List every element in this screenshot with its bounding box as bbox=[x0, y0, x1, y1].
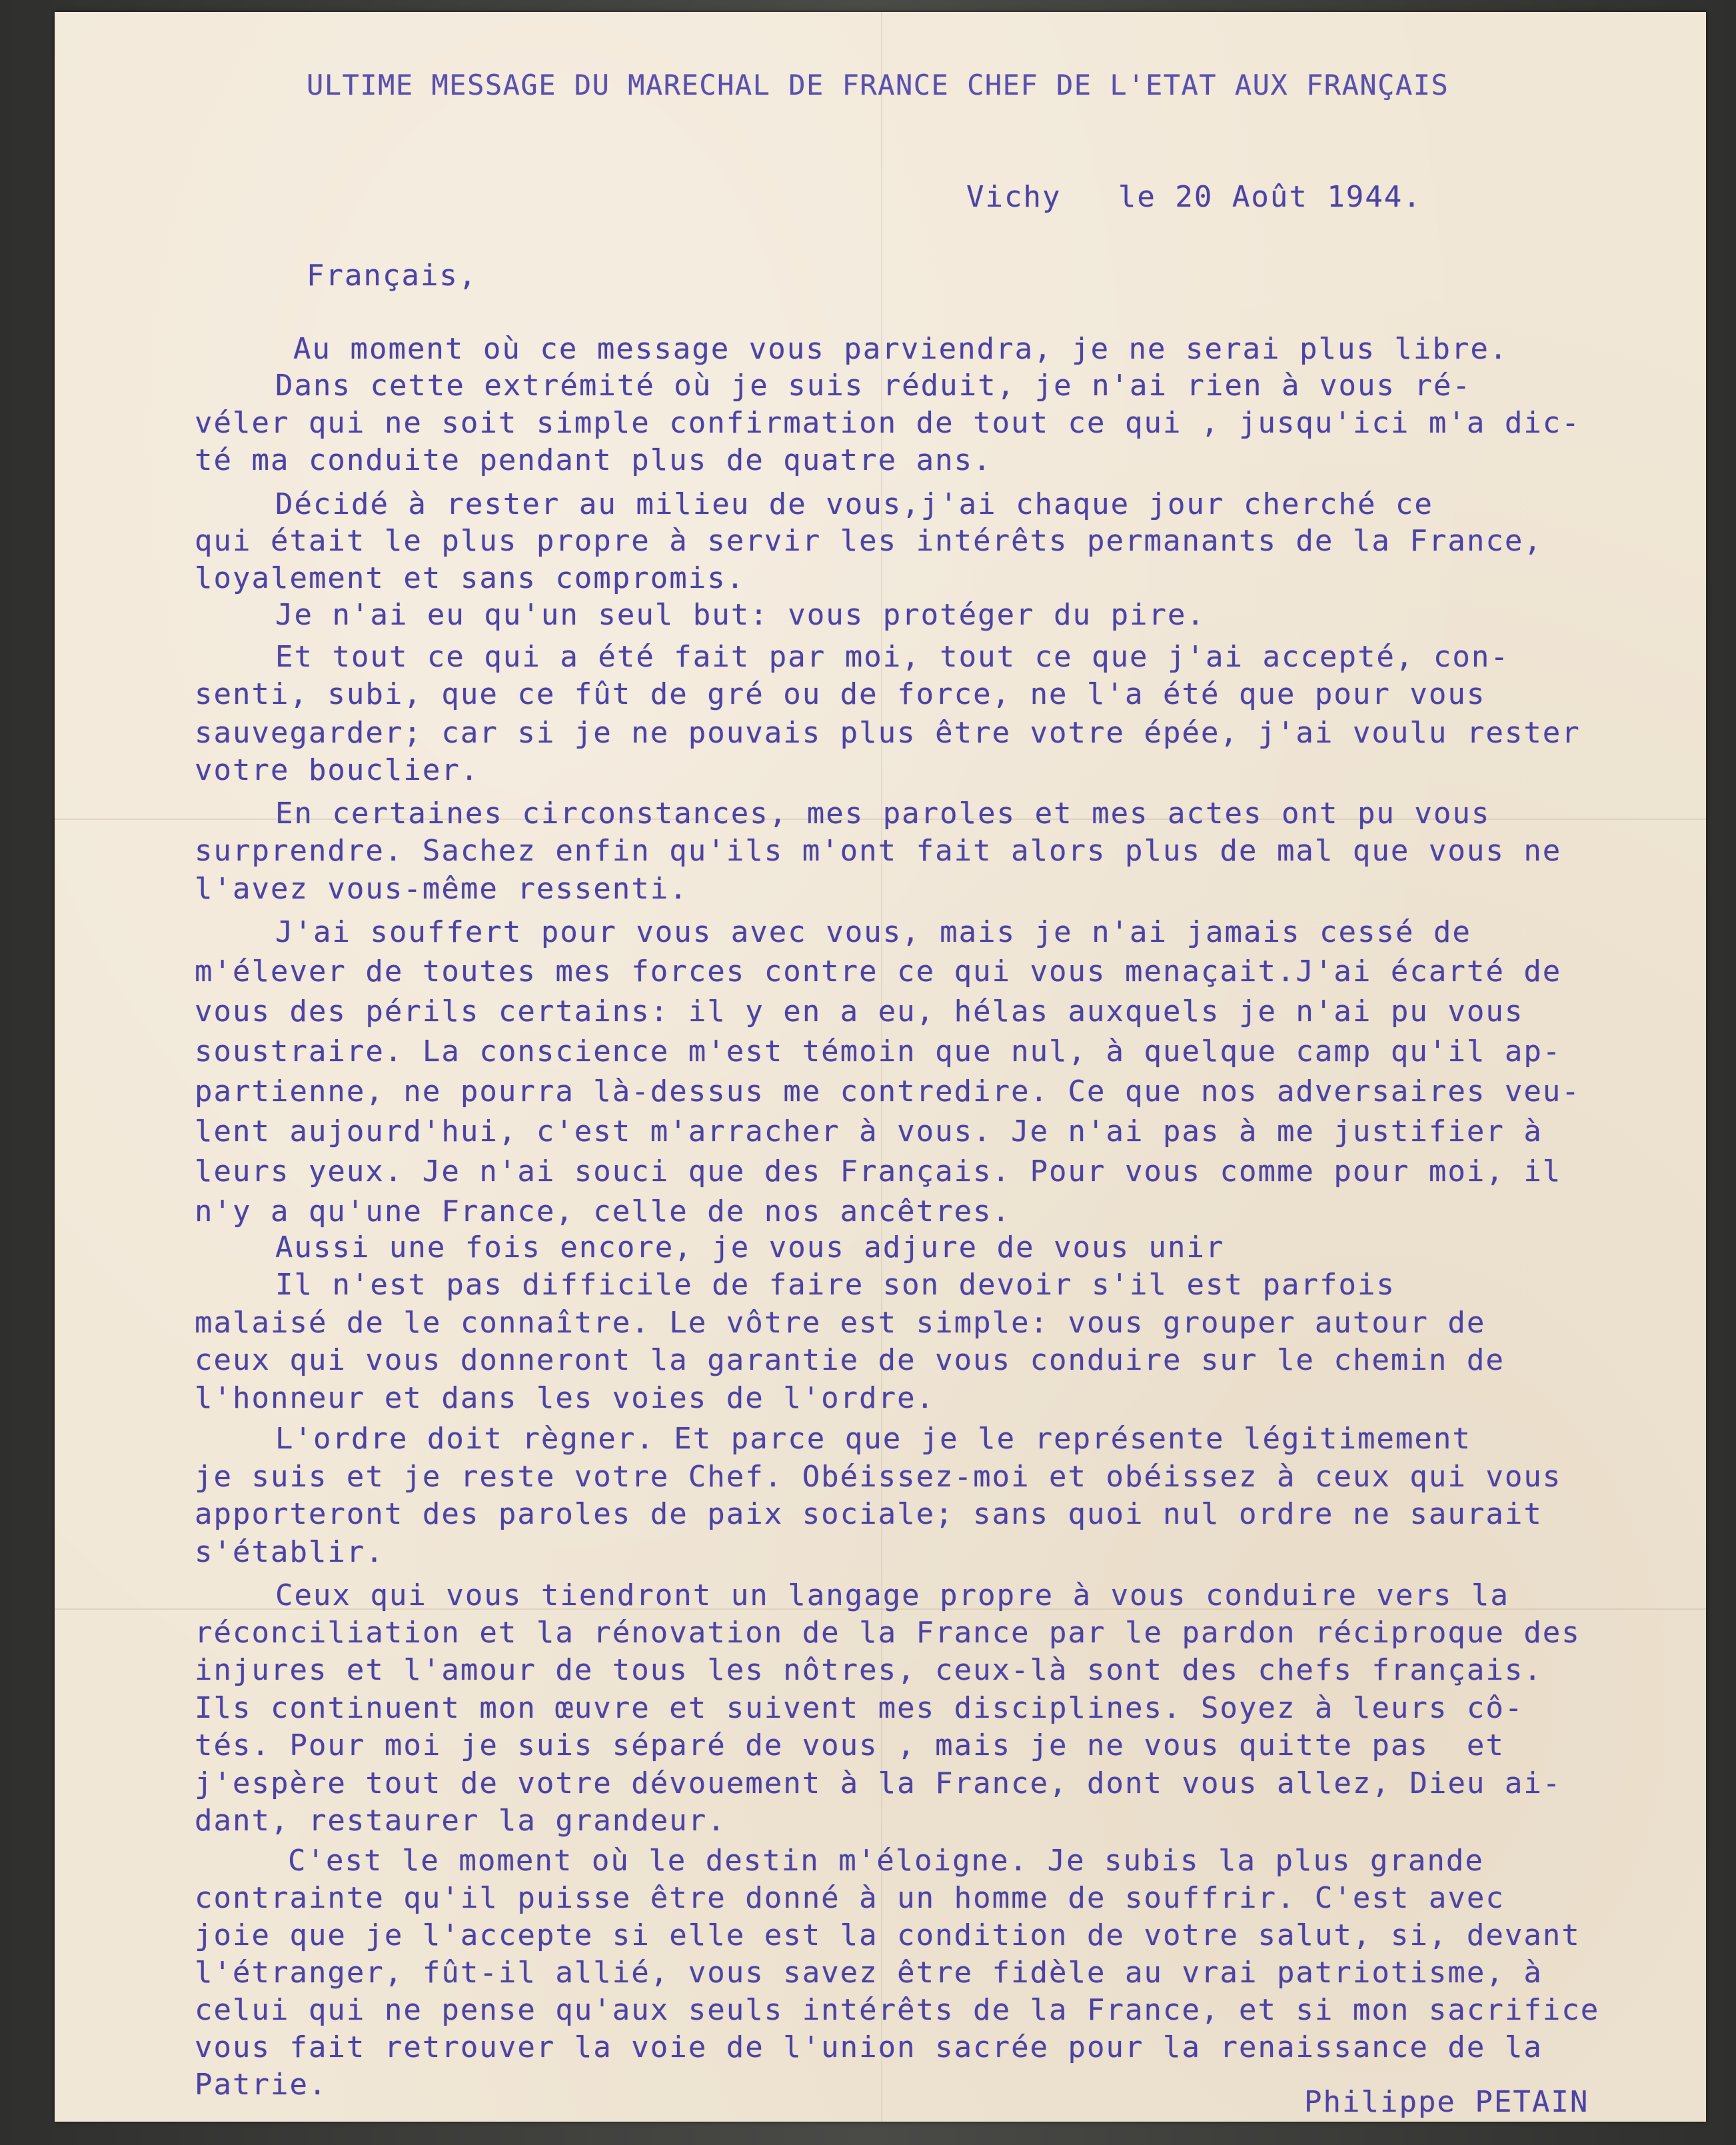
body-line: qui était le plus propre à servir les intérêts permanants de la France, bbox=[195, 524, 1543, 558]
body-line: s'établir. bbox=[195, 1535, 385, 1569]
body-line: Patrie. bbox=[195, 2068, 328, 2102]
body-line: vous fait retrouver la voie de l'union sacrée pour la renaissance de la bbox=[195, 2030, 1543, 2064]
body-line: lent aujourd'hui, c'est m'arracher à vous. Je n'ai pas à me justifier à bbox=[195, 1114, 1543, 1148]
body-line: tés. Pour moi je suis séparé de vous , mais je ne vous quitte pas et bbox=[195, 1728, 1505, 1762]
body-line: soustraire. La conscience m'est témoin que nul, à quelque camp qu'il ap- bbox=[195, 1035, 1562, 1069]
body-line: surprendre. Sachez enfin qu'ils m'ont fait alors plus de mal que vous ne bbox=[195, 834, 1562, 868]
body-line: té ma conduite pendant plus de quatre ans. bbox=[195, 443, 992, 477]
body-line: celui qui ne pense qu'aux seuls intérêts de la France, et si mon sacrifice bbox=[195, 1993, 1600, 2027]
body-line: Je n'ai eu qu'un seul but: vous protéger du pire. bbox=[275, 598, 1206, 632]
body-line: Décidé à rester au milieu de vous,j'ai chaque jour cherché ce bbox=[275, 487, 1433, 521]
body-line: leurs yeux. Je n'ai souci que des Français. Pour vous comme pour moi, il bbox=[195, 1154, 1562, 1188]
body-line: injures et l'amour de tous les nôtres, ceux-là sont des chefs français. bbox=[195, 1653, 1543, 1687]
body-line: L'ordre doit règner. Et parce que je le représente légitimement bbox=[275, 1422, 1471, 1456]
body-line: contrainte qu'il puisse être donné à un homme de souffrir. C'est avec bbox=[195, 1881, 1505, 1915]
body-line: Il n'est pas difficile de faire son devoir s'il est parfois bbox=[275, 1268, 1395, 1302]
body-line: Dans cette extrémité où je suis réduit, je n'ai rien à vous ré- bbox=[275, 369, 1471, 403]
body-line: Ils continuent mon œuvre et suivent mes disciplines. Soyez à leurs cô- bbox=[195, 1691, 1524, 1725]
body-line: je suis et je reste votre Chef. Obéissez-moi et obéissez à ceux qui vous bbox=[195, 1460, 1562, 1494]
body-line: malaisé de le connaître. Le vôtre est simple: vous grouper autour de bbox=[195, 1306, 1486, 1340]
salutation: Français, bbox=[307, 259, 478, 293]
signature: Philippe PETAIN bbox=[1304, 2085, 1589, 2119]
body-line: n'y a qu'une France, celle de nos ancêtres. bbox=[195, 1194, 1012, 1228]
body-line: vous des périls certains: il y en a eu, hélas auxquels je n'ai pu vous bbox=[195, 995, 1524, 1029]
body-line: ceux qui vous donneront la garantie de vous conduire sur le chemin de bbox=[195, 1343, 1505, 1377]
body-line: Et tout ce qui a été fait par moi, tout ce que j'ai accepté, con- bbox=[275, 640, 1509, 674]
body-line: loyalement et sans compromis. bbox=[195, 561, 746, 595]
dateline: Vichy le 20 Août 1944. bbox=[966, 180, 1422, 214]
body-line: réconciliation et la rénovation de la France par le pardon réciproque des bbox=[195, 1616, 1581, 1650]
body-line: J'ai souffert pour vous avec vous, mais je n'ai jamais cessé de bbox=[275, 915, 1471, 949]
body-line: C'est le moment où le destin m'éloigne. Je subis la plus grande bbox=[288, 1844, 1484, 1878]
body-line: Aussi une fois encore, je vous adjure de vous unir bbox=[275, 1230, 1225, 1264]
body-line: votre bouclier. bbox=[195, 753, 480, 787]
body-line: l'étranger, fût-il allié, vous savez être fidèle au vrai patriotisme, à bbox=[195, 1956, 1543, 1990]
body-line: véler qui ne soit simple confirmation de tout ce qui , jusqu'ici m'a dic- bbox=[195, 406, 1581, 440]
body-line: Ceux qui vous tiendront un langage propre à vous conduire vers la bbox=[275, 1578, 1509, 1612]
body-line: joie que je l'accepte si elle est la condition de votre salut, si, devant bbox=[195, 1918, 1581, 1952]
message-title: ULTIME MESSAGE DU MARECHAL DE FRANCE CHEF DE L'ETAT AUX FRANÇAIS bbox=[307, 69, 1449, 101]
body-line: m'élever de toutes mes forces contre ce qui vous menaçait.J'ai écarté de bbox=[195, 955, 1562, 989]
letter-page bbox=[55, 12, 1706, 2122]
body-line: En certaines circonstances, mes paroles et mes actes ont pu vous bbox=[275, 797, 1491, 831]
typed-text bbox=[55, 12, 1706, 2122]
body-line: dant, restaurer la grandeur. bbox=[195, 1804, 726, 1838]
body-line: Au moment où ce message vous parviendra, je ne serai plus libre. bbox=[293, 332, 1509, 366]
body-line: j'espère tout de votre dévouement à la France, dont vous allez, Dieu ai- bbox=[195, 1766, 1562, 1800]
body-line: l'avez vous-même ressenti. bbox=[195, 872, 688, 906]
body-line: partienne, ne pourra là-dessus me contredire. Ce que nos adversaires veu- bbox=[195, 1074, 1581, 1108]
body-line: l'honneur et dans les voies de l'ordre. bbox=[195, 1381, 936, 1415]
body-line: senti, subi, que ce fût de gré ou de force, ne l'a été que pour vous bbox=[195, 677, 1486, 711]
body-line: sauvegarder; car si je ne pouvais plus être votre épée, j'ai voulu rester bbox=[195, 716, 1581, 750]
body-line: apporteront des paroles de paix sociale; sans quoi nul ordre ne saurait bbox=[195, 1497, 1543, 1531]
